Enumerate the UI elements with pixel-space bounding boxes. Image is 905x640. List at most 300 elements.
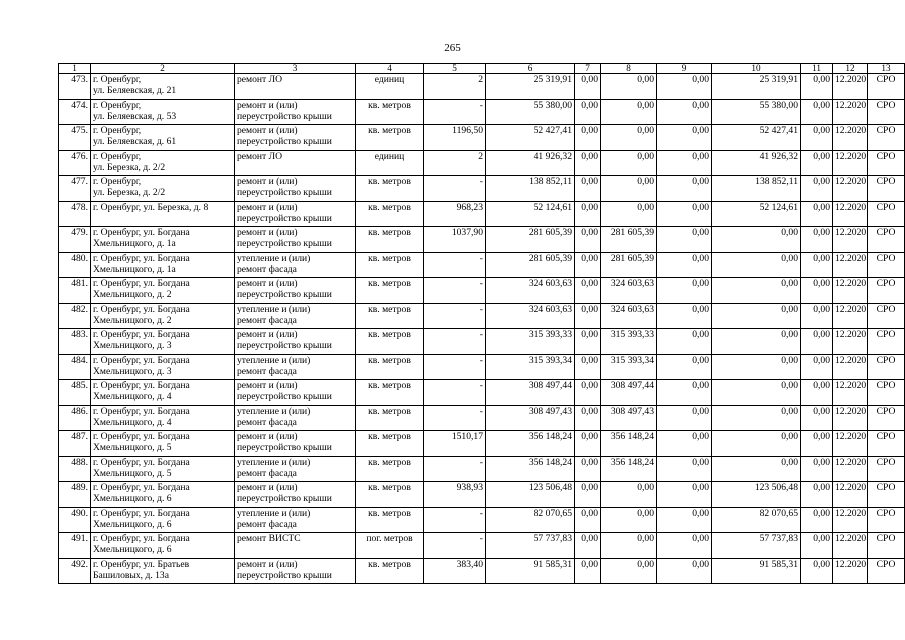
- col11-cell: 0,00: [801, 278, 833, 304]
- column-header-8: 8: [601, 64, 657, 74]
- col8-cell: 308 497,43: [601, 405, 657, 431]
- col10-cell: 0,00: [712, 252, 801, 278]
- address-cell: [91, 201, 235, 227]
- col9-cell: 0,00: [657, 456, 712, 482]
- col11-cell: 0,00: [801, 431, 833, 457]
- col8-cell: 324 603,63: [601, 278, 657, 304]
- col7-cell: 0,00: [575, 329, 601, 355]
- col7-cell: 0,00: [575, 125, 601, 151]
- funding-source-cell: СРО: [868, 201, 905, 227]
- funding-source-cell: СРО: [868, 431, 905, 457]
- table-row: [59, 507, 905, 533]
- work-line-2: ремонт фасада: [237, 518, 297, 530]
- funding-source-cell: СРО: [868, 227, 905, 253]
- funding-source-cell: СРО: [868, 150, 905, 176]
- col10-cell: 123 506,48: [712, 482, 801, 508]
- completion-date-cell: 12.2020: [833, 278, 868, 304]
- unit-cell: кв. метров: [356, 354, 424, 380]
- work-type-cell: [235, 405, 356, 431]
- col7-cell: 0,00: [575, 482, 601, 508]
- col11-cell: 0,00: [801, 507, 833, 533]
- address-line-2: Хмельницкого, д. 2: [93, 314, 172, 326]
- address-line-1: г. Оренбург, ул. Богдана: [93, 380, 190, 391]
- address-cell: [91, 303, 235, 329]
- row-number: 479.: [59, 227, 91, 253]
- total-cost-cell: 55 380,00: [486, 99, 575, 125]
- work-line-1: ремонт и (или): [237, 125, 298, 136]
- row-number: 473.: [59, 74, 91, 100]
- work-line-2: переустройство крыши: [237, 569, 332, 581]
- row-number: 474.: [59, 99, 91, 125]
- column-header-2: 2: [91, 64, 235, 74]
- address-cell: [91, 533, 235, 559]
- volume-cell: 2: [424, 150, 486, 176]
- total-cost-cell: 308 497,44: [486, 380, 575, 406]
- funding-source-cell: СРО: [868, 303, 905, 329]
- col11-cell: 0,00: [801, 227, 833, 253]
- col7-cell: 0,00: [575, 354, 601, 380]
- col10-cell: 0,00: [712, 380, 801, 406]
- address-line-2: ул. Беляевская, д. 53: [93, 110, 177, 122]
- col10-cell: 0,00: [712, 405, 801, 431]
- work-line-1: утепление и (или): [237, 354, 311, 366]
- col8-cell: 0,00: [601, 176, 657, 202]
- work-line-2: ремонт фасада: [237, 416, 297, 428]
- col8-cell: 281 605,39: [601, 252, 657, 278]
- address-cell: [91, 125, 235, 151]
- address-line-2: Хмельницкого, д. 4: [93, 416, 172, 428]
- address-line-2: Хмельницкого, д. 1а: [93, 238, 176, 249]
- work-line-2: переустройство крыши: [237, 340, 332, 351]
- table-row: [59, 482, 905, 508]
- volume-cell: 1037,90: [424, 227, 486, 253]
- total-cost-cell: 57 737,83: [486, 533, 575, 559]
- col8-cell: 324 603,63: [601, 303, 657, 329]
- volume-cell: -: [424, 507, 486, 533]
- address-cell: [91, 99, 235, 125]
- col8-cell: 0,00: [601, 482, 657, 508]
- address-line-1: г. Оренбург,: [93, 74, 142, 85]
- work-line-2: переустройство крыши: [237, 212, 332, 224]
- col10-cell: 0,00: [712, 329, 801, 355]
- work-line-1: ремонт и (или): [237, 176, 298, 187]
- col7-cell: 0,00: [575, 456, 601, 482]
- address-line-2: Хмельницкого, д. 1а: [93, 263, 176, 275]
- work-type-cell: [235, 278, 356, 304]
- column-header-5: 5: [424, 64, 486, 74]
- col11-cell: 0,00: [801, 354, 833, 380]
- row-number: 484.: [59, 354, 91, 380]
- row-number: 476.: [59, 150, 91, 176]
- address-cell: [91, 354, 235, 380]
- col8-cell: 0,00: [601, 99, 657, 125]
- completion-date-cell: 12.2020: [833, 74, 868, 100]
- col11-cell: 0,00: [801, 405, 833, 431]
- column-header-7: 7: [575, 64, 601, 74]
- address-line-2: Хмельницкого, д. 5: [93, 467, 172, 479]
- address-cell: [91, 150, 235, 176]
- table-row: [59, 252, 905, 278]
- work-line-2: ремонт фасада: [237, 263, 297, 275]
- col8-cell: 308 497,44: [601, 380, 657, 406]
- col9-cell: 0,00: [657, 99, 712, 125]
- address-line-1: г. Оренбург, ул. Богдана: [93, 482, 190, 493]
- unit-cell: кв. метров: [356, 227, 424, 253]
- work-line-1: ремонт ВИСТС: [237, 533, 301, 544]
- col8-cell: 315 393,34: [601, 354, 657, 380]
- work-line-2: переустройство крыши: [237, 442, 332, 453]
- address-line-1: г. Оренбург, ул. Богдана: [93, 227, 190, 238]
- volume-cell: -: [424, 456, 486, 482]
- address-cell: [91, 456, 235, 482]
- work-type-cell: [235, 482, 356, 508]
- work-line-2: ремонт фасада: [237, 467, 297, 479]
- column-header-3: 3: [235, 64, 356, 74]
- unit-cell: кв. метров: [356, 380, 424, 406]
- work-line-2: переустройство крыши: [237, 110, 332, 122]
- col7-cell: 0,00: [575, 278, 601, 304]
- address-line-2: ул. Березка, д. 2/2: [93, 161, 166, 173]
- col9-cell: 0,00: [657, 329, 712, 355]
- table-row: [59, 278, 905, 304]
- work-type-cell: [235, 558, 356, 584]
- funding-source-cell: СРО: [868, 507, 905, 533]
- address-cell: [91, 507, 235, 533]
- col8-cell: 315 393,33: [601, 329, 657, 355]
- row-number: 477.: [59, 176, 91, 202]
- col9-cell: 0,00: [657, 278, 712, 304]
- funding-source-cell: СРО: [868, 558, 905, 584]
- column-header-1: 1: [59, 64, 91, 74]
- work-type-cell: [235, 201, 356, 227]
- table-row: [59, 125, 905, 151]
- col7-cell: 0,00: [575, 150, 601, 176]
- completion-date-cell: 12.2020: [833, 456, 868, 482]
- row-number: 483.: [59, 329, 91, 355]
- address-line-1: г. Оренбург, ул. Богдана: [93, 329, 190, 340]
- address-cell: [91, 431, 235, 457]
- column-header-9: 9: [657, 64, 712, 74]
- work-type-cell: [235, 329, 356, 355]
- work-line-1: утепление и (или): [237, 303, 311, 315]
- col8-cell: 281 605,39: [601, 227, 657, 253]
- row-number: 480.: [59, 252, 91, 278]
- work-line-1: ремонт и (или): [237, 227, 298, 238]
- row-number: 488.: [59, 456, 91, 482]
- col9-cell: 0,00: [657, 431, 712, 457]
- address-line-2: ул. Березка, д. 2/2: [93, 187, 166, 198]
- volume-cell: 2: [424, 74, 486, 100]
- col9-cell: 0,00: [657, 227, 712, 253]
- funding-source-cell: СРО: [868, 329, 905, 355]
- completion-date-cell: 12.2020: [833, 380, 868, 406]
- work-line-2: переустройство крыши: [237, 493, 332, 504]
- address-cell: [91, 227, 235, 253]
- table-row: [59, 329, 905, 355]
- col10-cell: 0,00: [712, 303, 801, 329]
- work-line-1: ремонт и (или): [237, 482, 298, 493]
- column-header-6: 6: [486, 64, 575, 74]
- table-row: [59, 431, 905, 457]
- work-type-cell: [235, 176, 356, 202]
- col11-cell: 0,00: [801, 533, 833, 559]
- unit-cell: кв. метров: [356, 278, 424, 304]
- work-type-cell: [235, 533, 356, 559]
- work-line-2: переустройство крыши: [237, 391, 332, 402]
- address-line-1: г. Оренбург,: [93, 176, 142, 187]
- col7-cell: 0,00: [575, 533, 601, 559]
- row-number: 492.: [59, 558, 91, 584]
- col10-cell: 0,00: [712, 456, 801, 482]
- unit-cell: кв. метров: [356, 431, 424, 457]
- row-number: 478.: [59, 201, 91, 227]
- work-line-2: переустройство крыши: [237, 187, 332, 198]
- table-row: [59, 227, 905, 253]
- work-line-2: переустройство крыши: [237, 136, 332, 147]
- address-line-1: г. Оренбург, ул. Богдана: [93, 303, 190, 315]
- col9-cell: 0,00: [657, 354, 712, 380]
- volume-cell: -: [424, 303, 486, 329]
- total-cost-cell: 123 506,48: [486, 482, 575, 508]
- completion-date-cell: 12.2020: [833, 507, 868, 533]
- col10-cell: 25 319,91: [712, 74, 801, 100]
- funding-source-cell: СРО: [868, 456, 905, 482]
- completion-date-cell: 12.2020: [833, 176, 868, 202]
- volume-cell: 383,40: [424, 558, 486, 584]
- completion-date-cell: 12.2020: [833, 558, 868, 584]
- col7-cell: 0,00: [575, 201, 601, 227]
- total-cost-cell: 82 070,65: [486, 507, 575, 533]
- row-number: 486.: [59, 405, 91, 431]
- col8-cell: 0,00: [601, 150, 657, 176]
- address-line-1: г. Оренбург, ул. Богдана: [93, 405, 190, 417]
- address-line-1: г. Оренбург, ул. Богдана: [93, 354, 190, 366]
- work-type-cell: [235, 74, 356, 100]
- unit-cell: кв. метров: [356, 558, 424, 584]
- work-line-1: ремонт и (или): [237, 278, 298, 289]
- address-cell: [91, 329, 235, 355]
- col9-cell: 0,00: [657, 252, 712, 278]
- address-cell: [91, 74, 235, 100]
- address-line-1: г. Оренбург, ул. Богдана: [93, 278, 190, 289]
- work-line-1: утепление и (или): [237, 405, 311, 417]
- funding-source-cell: СРО: [868, 405, 905, 431]
- work-line-1: ремонт и (или): [237, 201, 298, 213]
- table-row: [59, 99, 905, 125]
- address-cell: [91, 482, 235, 508]
- unit-cell: кв. метров: [356, 507, 424, 533]
- volume-cell: -: [424, 278, 486, 304]
- work-line-1: утепление и (или): [237, 252, 311, 264]
- total-cost-cell: 138 852,11: [486, 176, 575, 202]
- table-row: [59, 456, 905, 482]
- col10-cell: 55 380,00: [712, 99, 801, 125]
- table-row: [59, 380, 905, 406]
- col7-cell: 0,00: [575, 176, 601, 202]
- col7-cell: 0,00: [575, 558, 601, 584]
- completion-date-cell: 12.2020: [833, 99, 868, 125]
- page-number: 265: [444, 42, 461, 54]
- col7-cell: 0,00: [575, 507, 601, 533]
- unit-cell: кв. метров: [356, 99, 424, 125]
- volume-cell: -: [424, 354, 486, 380]
- work-line-1: ремонт и (или): [237, 380, 298, 391]
- completion-date-cell: 12.2020: [833, 431, 868, 457]
- completion-date-cell: 12.2020: [833, 201, 868, 227]
- volume-cell: 938,93: [424, 482, 486, 508]
- unit-cell: пог. метров: [356, 533, 424, 559]
- col7-cell: 0,00: [575, 380, 601, 406]
- col8-cell: 0,00: [601, 533, 657, 559]
- work-type-cell: [235, 354, 356, 380]
- col11-cell: 0,00: [801, 380, 833, 406]
- total-cost-cell: 324 603,63: [486, 303, 575, 329]
- volume-cell: -: [424, 380, 486, 406]
- col8-cell: 0,00: [601, 507, 657, 533]
- capital-repair-table: [58, 63, 905, 584]
- col11-cell: 0,00: [801, 558, 833, 584]
- total-cost-cell: 52 427,41: [486, 125, 575, 151]
- col9-cell: 0,00: [657, 176, 712, 202]
- funding-source-cell: СРО: [868, 380, 905, 406]
- volume-cell: 1196,50: [424, 125, 486, 151]
- completion-date-cell: 12.2020: [833, 482, 868, 508]
- work-line-1: ремонт и (или): [237, 329, 298, 340]
- header-row: [59, 64, 905, 74]
- unit-cell: кв. метров: [356, 252, 424, 278]
- completion-date-cell: 12.2020: [833, 533, 868, 559]
- column-header-4: 4: [356, 64, 424, 74]
- work-type-cell: [235, 431, 356, 457]
- col11-cell: 0,00: [801, 456, 833, 482]
- col11-cell: 0,00: [801, 150, 833, 176]
- col10-cell: 0,00: [712, 278, 801, 304]
- col9-cell: 0,00: [657, 405, 712, 431]
- work-line-2: переустройство крыши: [237, 238, 332, 249]
- col8-cell: 0,00: [601, 74, 657, 100]
- table-row: [59, 354, 905, 380]
- total-cost-cell: 356 148,24: [486, 456, 575, 482]
- row-number: 482.: [59, 303, 91, 329]
- work-type-cell: [235, 227, 356, 253]
- volume-cell: -: [424, 176, 486, 202]
- work-line-1: утепление и (или): [237, 456, 311, 468]
- funding-source-cell: СРО: [868, 533, 905, 559]
- address-cell: [91, 380, 235, 406]
- total-cost-cell: 52 124,61: [486, 201, 575, 227]
- work-line-1: ремонт и (или): [237, 558, 298, 570]
- address-line-2: ул. Беляевская, д. 61: [93, 136, 177, 147]
- col11-cell: 0,00: [801, 252, 833, 278]
- address-line-1: г. Оренбург, ул. Братьев: [93, 558, 190, 570]
- work-type-cell: [235, 507, 356, 533]
- completion-date-cell: 12.2020: [833, 227, 868, 253]
- completion-date-cell: 12.2020: [833, 329, 868, 355]
- work-line-2: переустройство крыши: [237, 289, 332, 300]
- table-row: [59, 176, 905, 202]
- completion-date-cell: 12.2020: [833, 303, 868, 329]
- work-type-cell: [235, 252, 356, 278]
- col11-cell: 0,00: [801, 125, 833, 151]
- col7-cell: 0,00: [575, 405, 601, 431]
- completion-date-cell: 12.2020: [833, 125, 868, 151]
- col10-cell: 41 926,32: [712, 150, 801, 176]
- row-number: 489.: [59, 482, 91, 508]
- col10-cell: 57 737,83: [712, 533, 801, 559]
- col9-cell: 0,00: [657, 558, 712, 584]
- col8-cell: 0,00: [601, 558, 657, 584]
- col11-cell: 0,00: [801, 74, 833, 100]
- address-line-2: Хмельницкого, д. 3: [93, 365, 172, 377]
- address-line-2: Хмельницкого, д. 6: [93, 518, 172, 530]
- work-line-1: ремонт и (или): [237, 431, 298, 442]
- col10-cell: 91 585,31: [712, 558, 801, 584]
- col10-cell: 82 070,65: [712, 507, 801, 533]
- work-line-1: ремонт ЛО: [237, 74, 283, 85]
- table-row: [59, 150, 905, 176]
- col9-cell: 0,00: [657, 150, 712, 176]
- unit-cell: кв. метров: [356, 125, 424, 151]
- total-cost-cell: 324 603,63: [486, 278, 575, 304]
- unit-cell: единиц: [356, 150, 424, 176]
- total-cost-cell: 41 926,32: [486, 150, 575, 176]
- row-number: 487.: [59, 431, 91, 457]
- col8-cell: 356 148,24: [601, 431, 657, 457]
- col10-cell: 0,00: [712, 354, 801, 380]
- col9-cell: 0,00: [657, 380, 712, 406]
- volume-cell: -: [424, 329, 486, 355]
- volume-cell: -: [424, 533, 486, 559]
- address-cell: [91, 278, 235, 304]
- col10-cell: 138 852,11: [712, 176, 801, 202]
- total-cost-cell: 315 393,34: [486, 354, 575, 380]
- work-type-cell: [235, 380, 356, 406]
- address-cell: [91, 176, 235, 202]
- row-number: 491.: [59, 533, 91, 559]
- table-row: [59, 303, 905, 329]
- column-header-13: 13: [868, 64, 905, 74]
- address-line-1: г. Оренбург,: [93, 125, 142, 136]
- total-cost-cell: 281 605,39: [486, 227, 575, 253]
- address-cell: [91, 252, 235, 278]
- column-header-12: 12: [833, 64, 868, 74]
- col9-cell: 0,00: [657, 201, 712, 227]
- volume-cell: -: [424, 99, 486, 125]
- completion-date-cell: 12.2020: [833, 354, 868, 380]
- address-line-2: Хмельницкого, д. 6: [93, 544, 172, 555]
- total-cost-cell: 91 585,31: [486, 558, 575, 584]
- col10-cell: 52 427,41: [712, 125, 801, 151]
- funding-source-cell: СРО: [868, 176, 905, 202]
- table-row: [59, 201, 905, 227]
- col11-cell: 0,00: [801, 176, 833, 202]
- col9-cell: 0,00: [657, 74, 712, 100]
- volume-cell: 1510,17: [424, 431, 486, 457]
- col11-cell: 0,00: [801, 201, 833, 227]
- address-line-1: г. Оренбург,: [93, 99, 142, 111]
- row-number: 485.: [59, 380, 91, 406]
- address-line-2: Хмельницкого, д. 2: [93, 289, 172, 300]
- address-line-2: Башиловых, д. 13а: [93, 569, 169, 581]
- funding-source-cell: СРО: [868, 354, 905, 380]
- col9-cell: 0,00: [657, 482, 712, 508]
- col11-cell: 0,00: [801, 482, 833, 508]
- work-type-cell: [235, 125, 356, 151]
- address-line-1: г. Оренбург, ул. Богдана: [93, 431, 190, 442]
- col7-cell: 0,00: [575, 303, 601, 329]
- work-line-2: ремонт фасада: [237, 314, 297, 326]
- work-line-1: ремонт ЛО: [237, 150, 283, 162]
